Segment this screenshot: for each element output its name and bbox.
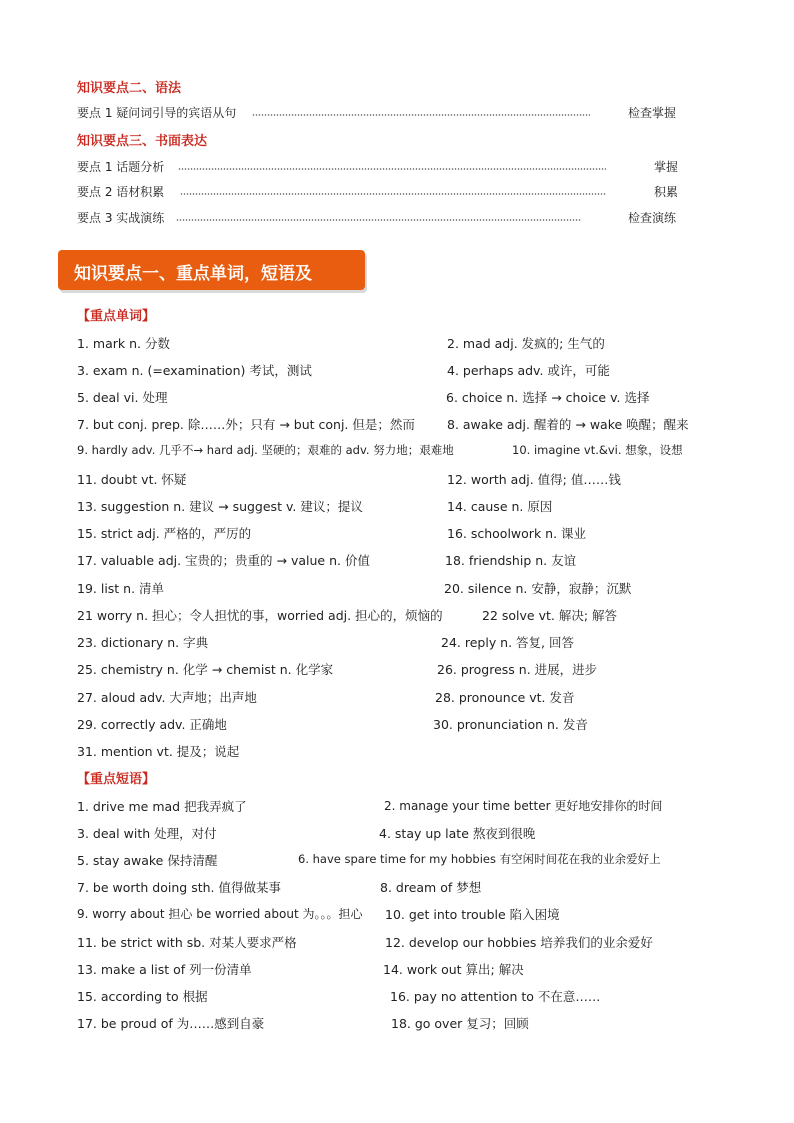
phrase-item: 10. get into trouble 陷入困境 — [385, 907, 560, 922]
phrase-item: 5. stay awake 保持清醒 — [77, 853, 218, 868]
banner-title: 知识要点一、重点单词，短语及 — [74, 264, 312, 284]
phrase-item: 13. make a list of 列一份清单 — [77, 962, 252, 977]
word-item: 28. pronounce vt. 发音 — [435, 690, 575, 705]
phrases-heading: 【重点短语】 — [77, 772, 156, 787]
phrase-item: 1. drive me mad 把我弄疯了 — [77, 799, 247, 814]
phrase-item: 9. worry about 担心 be worried about 为。。。担心 — [77, 907, 363, 921]
section-banner — [58, 250, 365, 290]
word-item: 17. valuable adj. 宝贵的；贵重的 → value n. 价值 — [77, 553, 370, 568]
phrase-item: 15. according to 根据 — [77, 989, 208, 1004]
phrase-item: 8. dream of 梦想 — [380, 880, 482, 895]
word-item: 11. doubt vt. 怀疑 — [77, 472, 187, 487]
toc-leader-dots — [176, 219, 582, 221]
word-item: 23. dictionary n. 字典 — [77, 635, 209, 650]
word-item: 20. silence n. 安静，寂静；沉默 — [444, 581, 632, 596]
word-item: 18. friendship n. 友谊 — [445, 553, 577, 568]
word-item: 2. mad adj. 发疯的; 生气的 — [447, 336, 605, 351]
phrase-item: 17. be proud of 为……感到自豪 — [77, 1016, 265, 1031]
toc-section-title: 知识要点三、书面表达 — [77, 134, 208, 149]
phrase-item: 12. develop our hobbies 培养我们的业余爱好 — [385, 935, 653, 950]
word-item: 10. imagine vt.&vi. 想象，设想 — [512, 443, 683, 457]
phrase-item: 3. deal with 处理，对付 — [77, 826, 217, 841]
phrase-item: 6. have spare time for my hobbies 有空闲时间花在我的业余爱好上 — [298, 852, 661, 866]
word-item: 29. correctly adv. 正确地 — [77, 717, 227, 732]
phrase-item: 2. manage your time better 更好地安排你的时间 — [384, 799, 663, 813]
word-item: 13. suggestion n. 建议 → suggest v. 建议；提议 — [77, 499, 363, 514]
toc-section-title: 知识要点二、语法 — [77, 81, 182, 96]
word-item: 3. exam n. (=examination) 考试，测试 — [77, 363, 312, 378]
toc-item-status: 检查掌握 — [628, 106, 677, 120]
toc-item-status: 积累 — [654, 185, 679, 199]
word-item: 8. awake adj. 醒着的 → wake 唤醒；醒来 — [447, 417, 689, 432]
word-item: 21 worry n. 担心；令人担忧的事，worried adj. 担心的，烦恼的 — [77, 608, 443, 623]
toc-item-label[interactable]: 要点 2 语材积累 — [77, 185, 165, 199]
word-item: 24. reply n. 答复, 回答 — [441, 635, 575, 650]
toc-item-status: 检查演练 — [628, 211, 677, 225]
phrase-item: 14. work out 算出; 解决 — [383, 962, 524, 977]
toc-item-label[interactable]: 要点 3 实战演练 — [77, 211, 165, 225]
word-item: 6. choice n. 选择 → choice v. 选择 — [446, 390, 650, 405]
word-item: 26. progress n. 进展，进步 — [437, 662, 598, 677]
word-item: 7. but conj. prep. 除……外；只有 → but conj. 但是；然而 — [77, 417, 415, 432]
word-item: 5. deal vi. 处理 — [77, 390, 168, 405]
words-heading: 【重点单词】 — [77, 309, 156, 324]
word-item: 25. chemistry n. 化学 → chemist n. 化学家 — [77, 662, 334, 677]
word-item: 30. pronunciation n. 发音 — [433, 717, 588, 732]
word-item: 15. strict adj. 严格的，严厉的 — [77, 526, 252, 541]
phrase-item: 16. pay no attention to 不在意…… — [390, 989, 601, 1004]
word-item: 1. mark n. 分数 — [77, 336, 170, 351]
word-item: 22 solve vt. 解决; 解答 — [482, 608, 618, 623]
phrase-item: 4. stay up late 熬夜到很晚 — [379, 826, 536, 841]
word-item: 19. list n. 清单 — [77, 581, 165, 596]
word-item: 9. hardly adv. 几乎不→ hard adj. 坚硬的；艰难的 adv. 努力地；艰难地 — [77, 443, 454, 457]
word-item: 14. cause n. 原因 — [447, 499, 553, 514]
word-item: 4. perhaps adv. 或许，可能 — [447, 363, 610, 378]
toc-leader-dots — [252, 114, 590, 116]
word-item: 16. schoolwork n. 课业 — [447, 526, 587, 541]
word-item: 12. worth adj. 值得; 值……钱 — [447, 472, 621, 487]
toc-item-label[interactable]: 要点 1 疑问词引导的宾语从句 — [77, 106, 237, 120]
word-item: 27. aloud adv. 大声地；出声地 — [77, 690, 257, 705]
toc-leader-dots — [178, 168, 606, 170]
toc-item-status: 掌握 — [654, 160, 679, 174]
word-item: 31. mention vt. 提及；说起 — [77, 744, 240, 759]
toc-item-label[interactable]: 要点 1 话题分析 — [77, 160, 165, 174]
phrase-item: 7. be worth doing sth. 值得做某事 — [77, 880, 281, 895]
phrase-item: 18. go over 复习；回顾 — [391, 1016, 529, 1031]
toc-leader-dots — [180, 193, 606, 195]
phrase-item: 11. be strict with sb. 对某人要求严格 — [77, 935, 297, 950]
